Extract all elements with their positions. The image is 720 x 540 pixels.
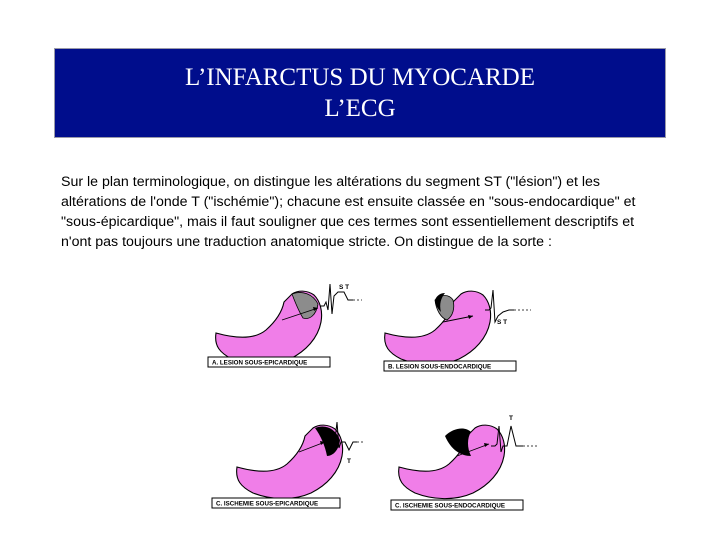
panel-ischemie-sous-epicardique	[237, 422, 365, 499]
wave-label: S T	[339, 284, 350, 291]
panel-lesion-sous-epicardique	[216, 284, 362, 365]
panel-label-d	[391, 500, 523, 510]
panel-label-b	[384, 361, 516, 371]
panel-ischemie-sous-endocardique	[399, 415, 539, 499]
svg-text:B. LESION SOUS-ENDOCARDIQUE: B. LESION SOUS-ENDOCARDIQUE	[388, 363, 492, 371]
svg-text:C. ISCHEMIE SOUS-ENDOCARDIQUE: C. ISCHEMIE SOUS-ENDOCARDIQUE	[395, 502, 506, 510]
wave-label: T	[509, 415, 513, 422]
panel-label-c	[212, 498, 340, 508]
page-subtitle: L’ECG	[324, 95, 396, 122]
panel-label-a	[208, 357, 330, 367]
wave-label: T	[347, 458, 351, 465]
svg-text:A. LESION SOUS-EPICARDIQUE: A. LESION SOUS-EPICARDIQUE	[212, 359, 308, 367]
ecg-diagram	[205, 270, 545, 520]
title-banner	[54, 48, 666, 138]
wave-label: S T	[497, 319, 508, 326]
intro-paragraph: Sur le plan terminologique, on distingue les altérations du segment ST ("lésion") et les altérations de l'onde T ("ischémie"); chacune est ensuite classée en "sous-endocardique" et "sous-épicardique", mais il faut souligner que ces termes sont essentiellement descriptifs et n'ont pas toujours une traduction anatomique stricte. On distingue de la sorte :	[61, 174, 636, 250]
page-title: L’INFARCTUS DU MYOCARDE	[184, 64, 536, 91]
panel-lesion-sous-endocardique	[385, 290, 531, 365]
svg-text:C. ISCHEMIE SOUS-EPICARDIQUE: C. ISCHEMIE SOUS-EPICARDIQUE	[216, 500, 319, 508]
